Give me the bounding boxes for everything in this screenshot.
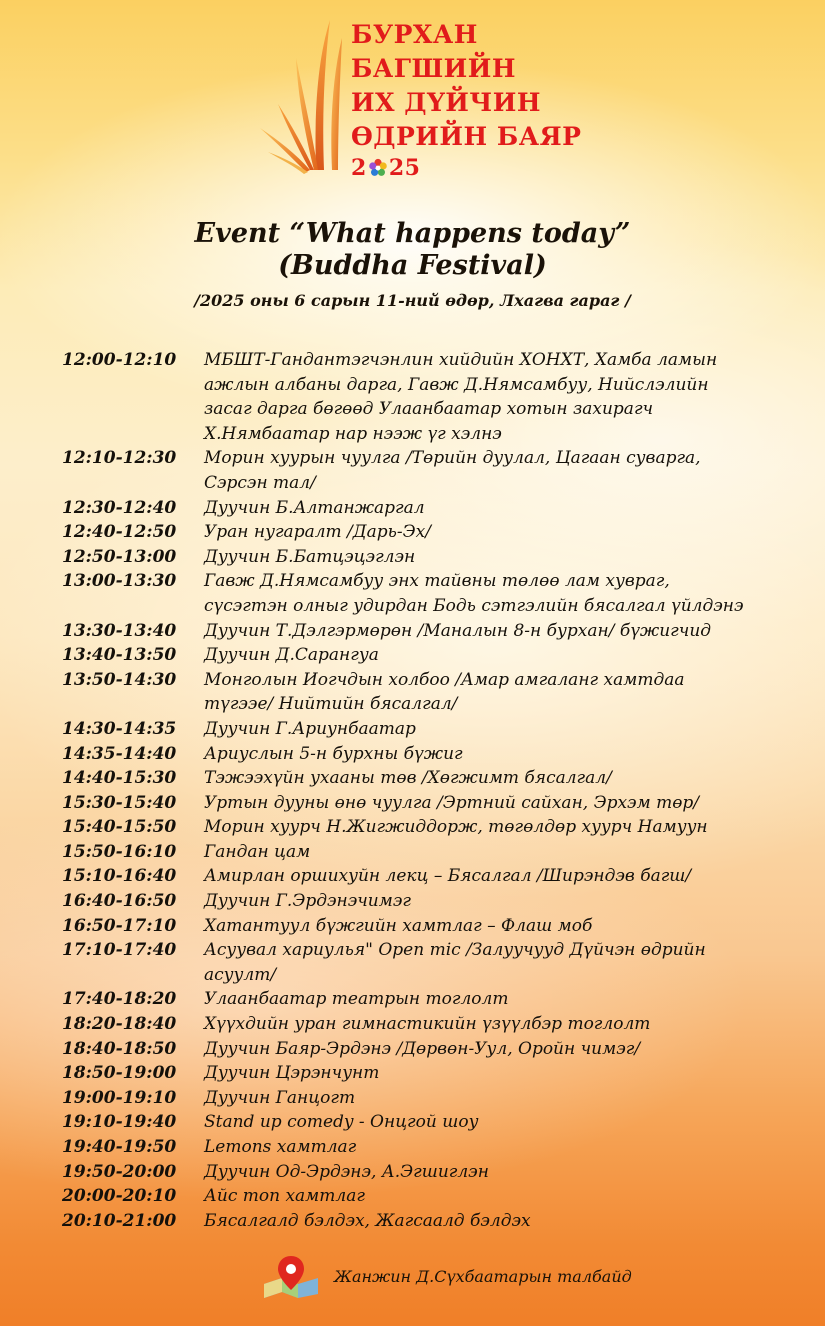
schedule-row <box>62 446 812 495</box>
schedule-description: Монголын Иогчдын холбоо /Амар амгаланг хамтдаа түгээе/ Нийтийн бясалгал/ <box>204 669 685 715</box>
schedule-time: 19:50-20:00 <box>62 1161 177 1182</box>
schedule-time: 13:50-14:30 <box>62 669 177 690</box>
schedule-description: Дуучин Баяр-Эрдэнэ /Дөрвөн-Уул, Оройн чимэг/ <box>204 1038 641 1059</box>
schedule-description: Хатантуул бүжгийн хамтлаг – Флаш моб <box>204 915 593 936</box>
schedule-time: 12:30-12:40 <box>62 497 177 518</box>
schedule-time: 12:50-13:00 <box>62 546 177 567</box>
schedule-row <box>62 791 812 816</box>
schedule-row <box>62 619 812 644</box>
schedule-row <box>62 668 812 717</box>
schedule-description: Морин хуурч Н.Жигжиддорж, төгөлдөр хуурч Намуун <box>204 817 708 838</box>
event-title-line-1: Event “What happens today” <box>194 218 631 249</box>
brand-line-3: ИХ ДҮЙЧИН <box>351 88 541 117</box>
schedule-time: 14:40-15:30 <box>62 768 177 789</box>
schedule-row <box>62 742 812 767</box>
schedule-row <box>62 1110 812 1135</box>
schedule-description: Амирлан оршихуйн лекц – Бясалгал /Ширэндэв багш/ <box>204 866 692 887</box>
schedule-time: 14:35-14:40 <box>62 743 177 764</box>
schedule-time: 20:00-20:10 <box>62 1186 177 1207</box>
schedule-row <box>62 496 812 521</box>
schedule-row <box>62 1209 812 1234</box>
schedule-time: 19:40-19:50 <box>62 1137 177 1157</box>
schedule-description: Ариуслын 5-н бурхны бүжиг <box>204 743 463 764</box>
schedule-time: 13:30-13:40 <box>62 620 177 641</box>
schedule-description: Улаанбаатар театрын тоглолт <box>204 989 509 1010</box>
schedule-time: 17:10-17:40 <box>62 940 177 961</box>
schedule-row <box>62 569 812 618</box>
schedule-time: 15:30-15:40 <box>62 792 177 813</box>
schedule-description: Морин хуурын чуулга /Төрийн дуулал, Цагаан суварга, Сэрсэн тал/ <box>204 448 701 493</box>
schedule-time: 12:10-12:30 <box>62 448 177 469</box>
schedule-row <box>62 1037 812 1062</box>
schedule-row <box>62 1135 812 1160</box>
schedule-description: Уртын дууны өнө чуулга /Эртний сайхан, Эрхэм төр/ <box>204 792 700 813</box>
brand-line-1: БУРХАН <box>351 20 478 49</box>
schedule-time: 20:10-21:00 <box>62 1210 177 1231</box>
brand-line-4: ӨДРИЙН БАЯР <box>351 122 582 151</box>
schedule-description: Дуучин Г.Ариунбаатар <box>204 718 416 739</box>
schedule-time: 16:50-17:10 <box>62 915 177 936</box>
schedule-time: 13:00-13:30 <box>62 571 177 592</box>
schedule-description: Бясалгалд бэлдэх, Жагсаалд бэлдэх <box>204 1210 531 1231</box>
flower-icon <box>368 158 388 178</box>
schedule-description: Дуучин Д.Сарангуа <box>204 645 379 666</box>
schedule-row <box>62 545 812 570</box>
schedule-description: Дуучин Т.Дэлгэрмөрөн /Маналын 8-н бурхан/ бүжигчид <box>204 620 712 641</box>
schedule-row <box>62 938 812 987</box>
schedule-time: 17:40-18:20 <box>62 989 177 1010</box>
schedule-row <box>62 815 812 840</box>
schedule-description: Дуучин Ганцогт <box>204 1087 356 1108</box>
schedule-list <box>62 348 812 1233</box>
schedule-description: Дуучин Цэрэнчунт <box>204 1063 380 1084</box>
schedule-description: Хүүхдийн уран гимнастикийн үзүүлбэр тоглолт <box>204 1014 651 1035</box>
schedule-row <box>62 1061 812 1086</box>
schedule-row <box>62 348 812 446</box>
schedule-description: Stand up comedy - Онцгой шоу <box>204 1112 479 1133</box>
schedule-time: 19:00-19:10 <box>62 1087 177 1108</box>
schedule-row <box>62 643 812 668</box>
brand-line-2: БАГШИЙН <box>351 54 517 83</box>
event-date: /2025 оны 6 сарын 11-ний өдөр, Лхагва гараг / <box>194 291 631 310</box>
schedule-row <box>62 1160 812 1185</box>
flame-petals-logo <box>258 18 344 178</box>
schedule-row <box>62 1184 812 1209</box>
schedule-row <box>62 1086 812 1111</box>
schedule-description: Дуучин Од-Эрдэнэ, А.Эгшиглэн <box>204 1161 489 1182</box>
schedule-description: МБШТ-Гандантэгчэнлин хийдийн ХОНХТ, Хамба ламын ажлын албаны дарга, Гавж Д.Нямсамбуу, Нийслэлийн засаг дарга бөгөөд Улаанбаатар хотын захирагч Х.Нямбаатар нар нээж үг хэлнэ <box>204 350 718 444</box>
schedule-time: 18:50-19:00 <box>62 1063 177 1084</box>
festival-brand <box>351 18 581 182</box>
schedule-time: 15:10-16:40 <box>62 866 177 887</box>
schedule-time: 14:30-14:35 <box>62 718 177 739</box>
schedule-description: Уран нугаралт /Дарь-Эх/ <box>204 522 431 543</box>
schedule-row <box>62 840 812 865</box>
event-title-line-2: (Buddha Festival) <box>278 250 547 281</box>
location-text: Жанжин Д.Сүхбаатарын талбайд <box>334 1266 632 1286</box>
schedule-time: 18:20-18:40 <box>62 1014 177 1035</box>
schedule-description: Гавж Д.Нямсамбуу энх тайвны төлөө лам хувраг, сүсэгтэн олныг удирдан Бодь сэтгэлийн бясалгал үйлдэнэ <box>204 571 744 616</box>
schedule-row <box>62 717 812 742</box>
schedule-row <box>62 520 812 545</box>
schedule-time: 16:40-16:50 <box>62 891 177 912</box>
schedule-description: Гандан цам <box>204 841 311 862</box>
schedule-time: 19:10-19:40 <box>62 1112 177 1133</box>
schedule-row <box>62 1012 812 1037</box>
schedule-time: 18:40-18:50 <box>62 1038 177 1059</box>
year-suffix: 25 <box>388 155 421 181</box>
schedule-row <box>62 987 812 1012</box>
schedule-description: Дуучин Г.Эрдэнэчимэг <box>204 891 411 912</box>
schedule-time: 12:40-12:50 <box>62 522 177 543</box>
schedule-time: 15:50-16:10 <box>62 841 177 862</box>
schedule-description: Асуувал хариулья" Open mic /Залуучууд Дүйчэн өдрийн асуулт/ <box>204 940 706 985</box>
schedule-row <box>62 914 812 939</box>
schedule-description: Тэжээхүйн ухааны төв /Хөгжимт бясалгал/ <box>204 768 612 789</box>
schedule-time: 13:40-13:50 <box>62 645 177 666</box>
schedule-row <box>62 889 812 914</box>
schedule-time: 15:40-15:50 <box>62 817 177 838</box>
schedule-row <box>62 766 812 791</box>
location <box>262 1254 632 1298</box>
event-title <box>0 218 825 282</box>
brand-year <box>351 154 581 182</box>
year-prefix: 2 <box>351 155 367 181</box>
schedule-description: Дуучин Б.Батцэцэглэн <box>204 546 416 567</box>
schedule-row <box>62 864 812 889</box>
schedule-time: 12:00-12:10 <box>62 350 177 370</box>
schedule-description: Дуучин Б.Алтанжаргал <box>204 497 425 518</box>
map-pin-icon <box>262 1254 320 1298</box>
schedule-description: Lemons хамтлаг <box>204 1137 357 1157</box>
schedule-description: Айс топ хамтлаг <box>204 1186 365 1207</box>
